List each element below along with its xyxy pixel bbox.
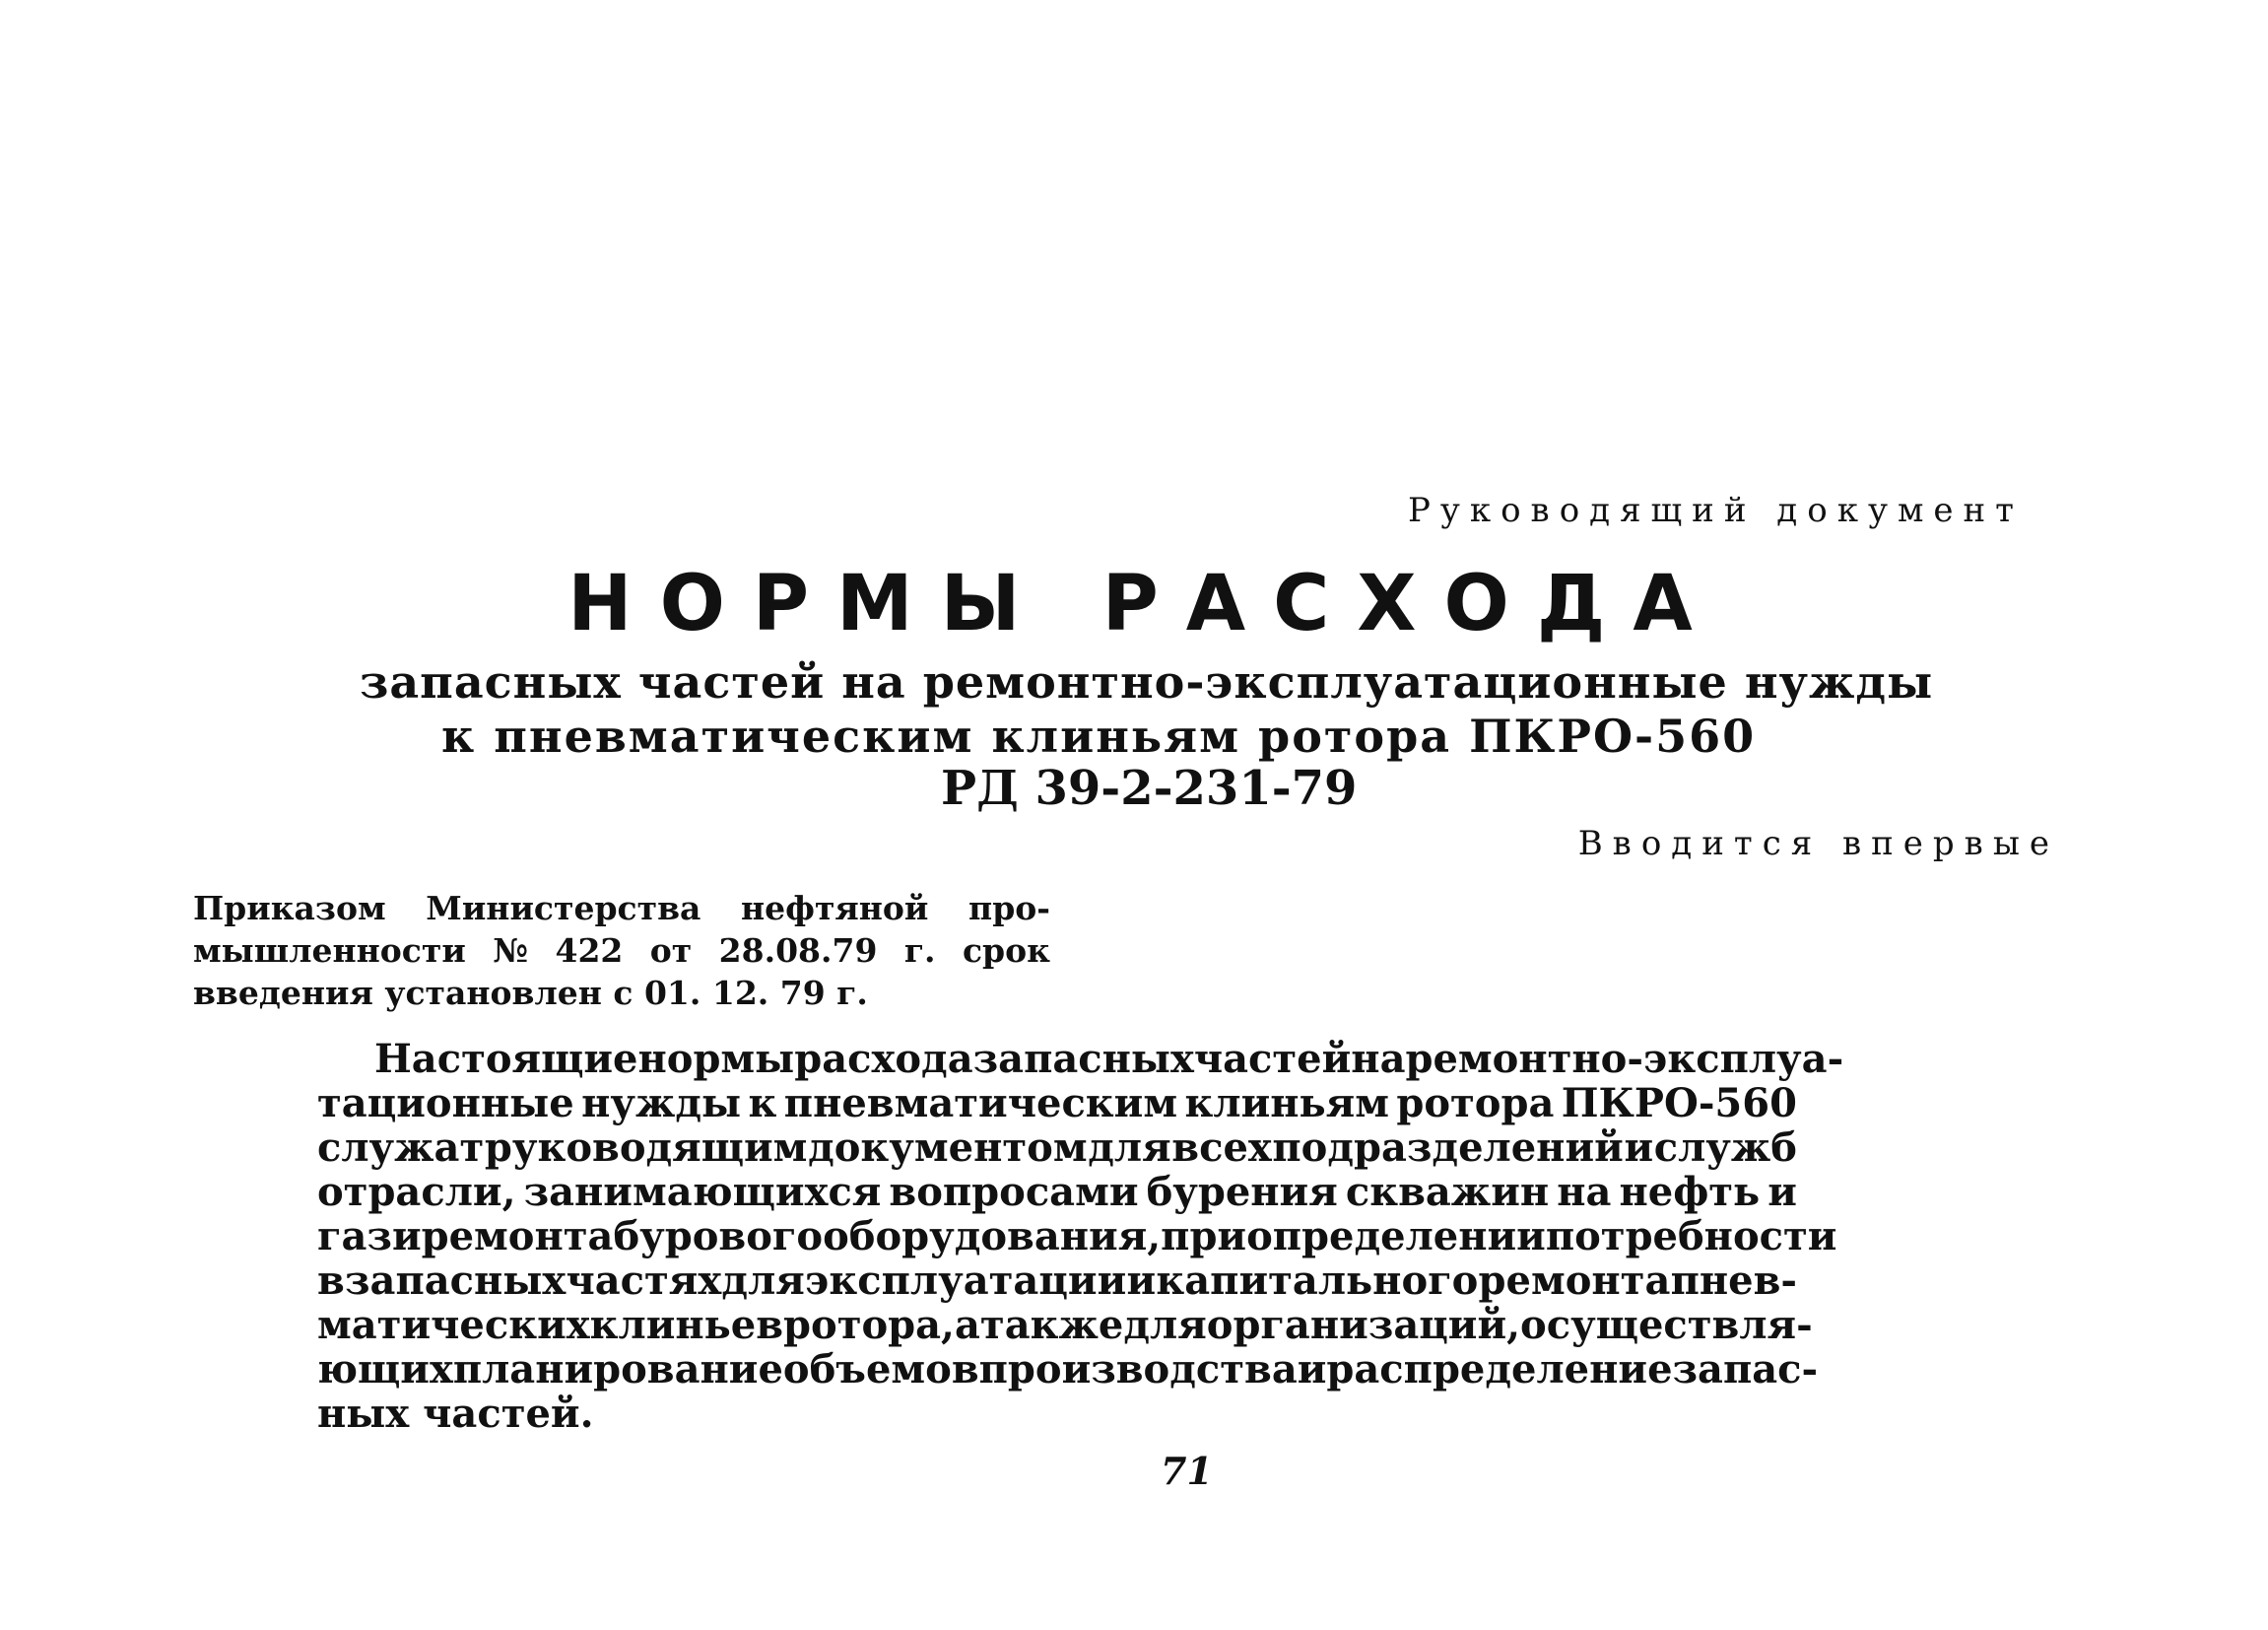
body-word: пневматическим [783, 1080, 1178, 1126]
body-word: расхода [794, 1036, 973, 1082]
body-word: клиньям [1184, 1080, 1389, 1126]
body-word: частях [566, 1257, 722, 1304]
body-word: нужды [581, 1080, 742, 1126]
body-word: на [1351, 1036, 1406, 1082]
body-word: ПКРО-560 [1561, 1080, 1797, 1126]
first-introduction-note: Вводится впервые [1577, 824, 2059, 863]
body-word: определении [1246, 1213, 1546, 1259]
order-line [193, 929, 1050, 972]
document-subtitle-line-2: к пневматическим клиньям ротора ПКРО-560 [441, 710, 1757, 763]
body-word: и [1768, 1169, 1797, 1215]
order-word: про- [968, 889, 1050, 927]
body-word: для [1088, 1124, 1171, 1171]
body-word: отрасли, [317, 1169, 516, 1215]
document-code: РД 39-2-231-79 [941, 761, 1358, 816]
order-word: 422 [555, 931, 624, 970]
order-word: нефтяной [741, 889, 929, 927]
order-line [193, 972, 1050, 1014]
body-word: запас- [1672, 1346, 1819, 1392]
page-number: 71 [1161, 1449, 1213, 1493]
body-word: к [748, 1080, 777, 1126]
body-line [317, 1125, 1797, 1170]
body-word: служб [1653, 1124, 1797, 1171]
body-line [317, 1346, 1819, 1392]
body-word: всех [1171, 1124, 1272, 1171]
order-word: г. [903, 931, 936, 970]
order-word: срок [962, 931, 1050, 970]
body-word: руководящим [484, 1124, 808, 1171]
body-word: занимающихся [523, 1169, 882, 1215]
body-line [317, 1392, 1797, 1436]
body-line [317, 1302, 1813, 1348]
body-word: для [1123, 1302, 1207, 1348]
body-word: также [979, 1302, 1124, 1348]
body-word: ремонтно-эксплуа- [1405, 1036, 1844, 1082]
body-word: производства [978, 1346, 1298, 1392]
body-paragraph [317, 1036, 1844, 1437]
body-word: ротора [1396, 1080, 1555, 1126]
body-word: вопросами [889, 1169, 1139, 1215]
body-word: нормы [637, 1036, 795, 1082]
body-word: для [721, 1257, 805, 1304]
body-word: в [317, 1257, 345, 1304]
body-word: и [391, 1213, 422, 1259]
body-line [317, 1036, 1844, 1082]
order-word: № [493, 931, 529, 970]
body-line [317, 1170, 1797, 1214]
order-word: мышленности [193, 931, 466, 970]
body-word: подразделений [1272, 1124, 1624, 1171]
body-word: осуществля- [1520, 1302, 1813, 1348]
order-reference-block [193, 887, 1050, 1014]
body-word: ремонта [1478, 1257, 1671, 1304]
body-line [317, 1213, 1837, 1259]
body-word: ных частей. [317, 1391, 594, 1437]
body-word: планирование [452, 1346, 783, 1392]
order-word: Министерства [426, 889, 701, 927]
body-word: газ [317, 1213, 392, 1259]
body-word: ремонта [421, 1213, 614, 1259]
body-word: распределение [1326, 1346, 1673, 1392]
body-word: организаций, [1206, 1302, 1521, 1348]
body-line [317, 1258, 1797, 1303]
body-word: а [954, 1302, 980, 1348]
order-line [193, 887, 1050, 929]
body-word: и [1297, 1346, 1327, 1392]
body-word: нефть [1619, 1169, 1761, 1215]
body-word: частей [1193, 1036, 1352, 1082]
body-word: Настоящие [374, 1036, 638, 1082]
body-word: на [1557, 1169, 1612, 1215]
order-word: введения установлен с 01. 12. 79 г. [193, 974, 868, 1012]
body-word: потребности [1545, 1213, 1837, 1259]
body-word: и [1126, 1257, 1157, 1304]
body-word: пнев- [1670, 1257, 1797, 1304]
document-kind-label: Руководящий документ [1407, 491, 2024, 530]
body-line [317, 1081, 1797, 1125]
body-word: запасных [972, 1036, 1194, 1082]
body-word: скважин [1345, 1169, 1550, 1215]
body-word: тационные [317, 1080, 574, 1126]
body-word: эксплуатации [805, 1257, 1127, 1304]
body-word: ротора, [783, 1302, 955, 1348]
body-word: бурового [613, 1213, 824, 1259]
body-word: бурения [1146, 1169, 1338, 1215]
order-word: 28.08.79 [718, 931, 878, 970]
body-word: объемов [782, 1346, 979, 1392]
body-word: капитального [1156, 1257, 1479, 1304]
body-word: запасных [345, 1257, 567, 1304]
body-word: ющих [317, 1346, 453, 1392]
order-word: Приказом [193, 889, 386, 927]
body-word: оборудования, [823, 1213, 1162, 1259]
document-title: НОРМЫ РАСХОДА [567, 560, 1720, 648]
body-word: и [1624, 1124, 1654, 1171]
body-word: при [1161, 1213, 1247, 1259]
body-word: служат [317, 1124, 485, 1171]
body-word: документом [808, 1124, 1088, 1171]
document-subtitle-line-1: запасных частей на ремонтно-эксплуатационные нужды [360, 655, 1934, 709]
body-word: матических [317, 1302, 590, 1348]
order-word: от [649, 931, 693, 970]
body-word: клиньев [589, 1302, 784, 1348]
